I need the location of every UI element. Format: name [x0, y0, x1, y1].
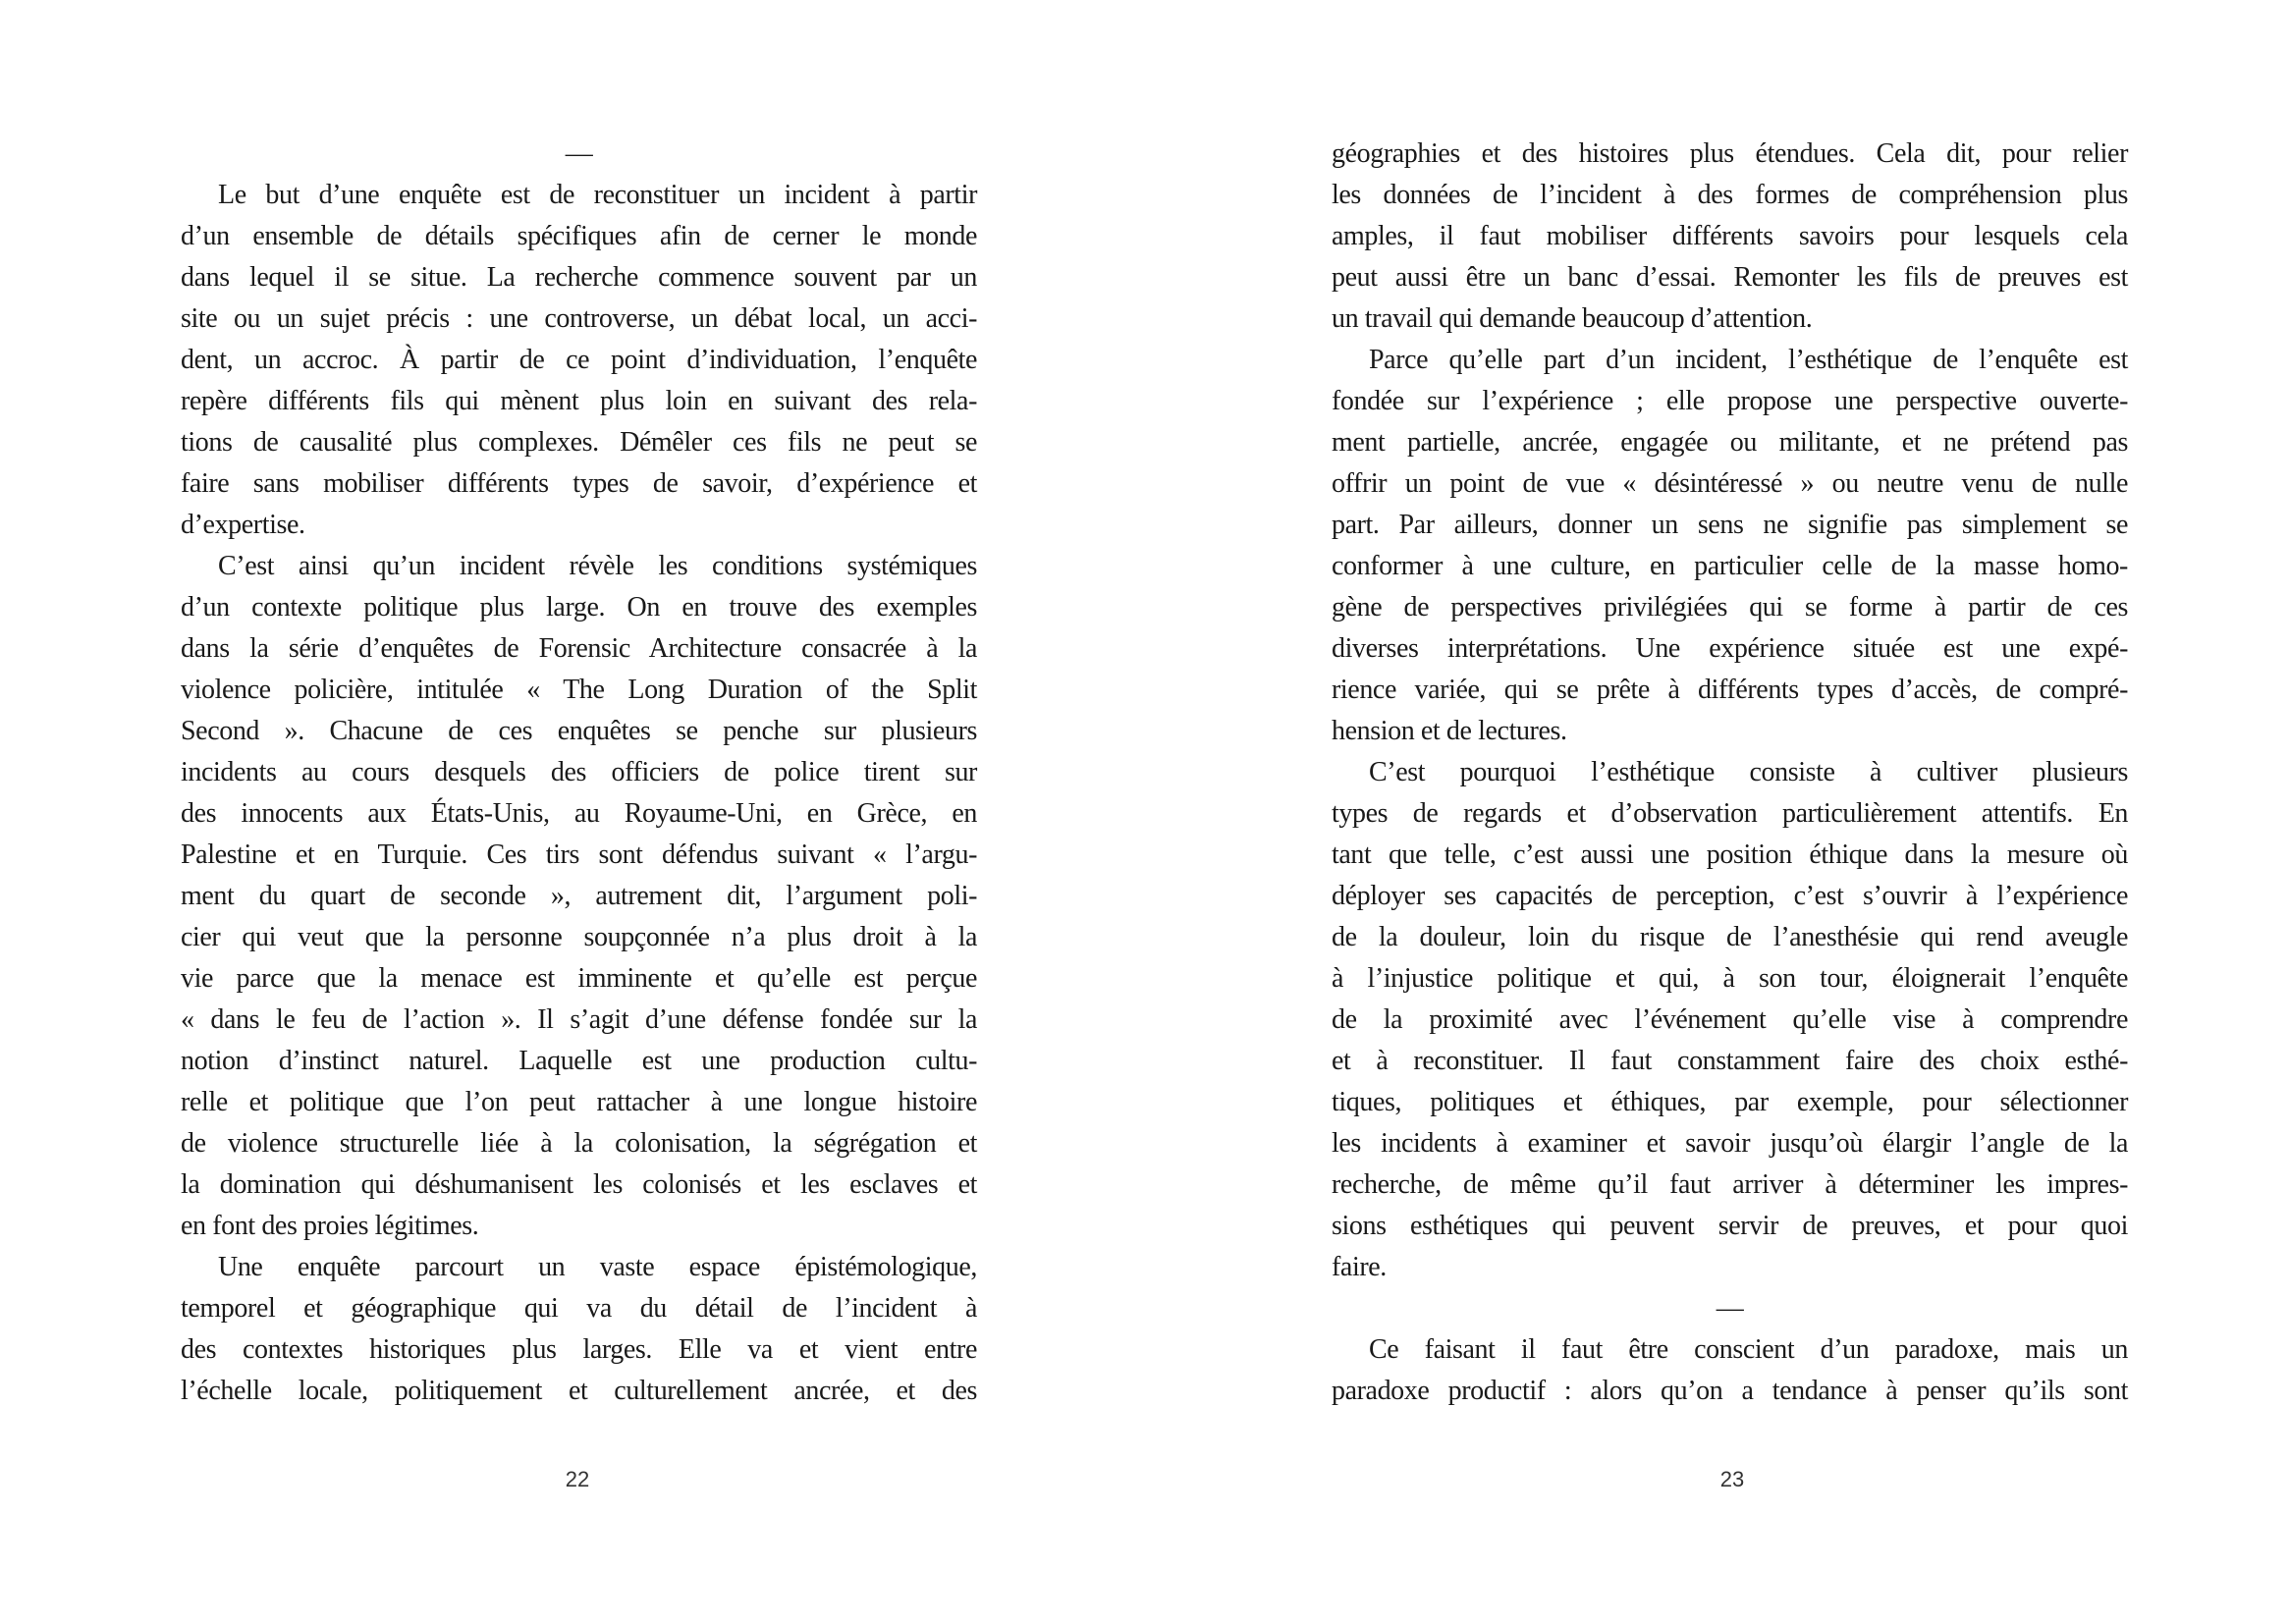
text-line: de la proximité avec l’événement qu’elle vise à comprendre: [1332, 1004, 2128, 1035]
text-line: hension et de lectures.: [1332, 716, 1567, 746]
text-line: rience variée, qui se prête à différents types d’accès, de compré-: [1332, 675, 2128, 705]
text-line: Une enquête parcourt un vaste espace épistémologique,: [218, 1252, 977, 1282]
text-line: dans lequel il se situe. La recherche commence souvent par un: [181, 262, 977, 293]
text-line: à l’injustice politique et qui, à son tour, éloignerait l’enquête: [1332, 963, 2128, 994]
text-line: types de regards et d’observation particulièrement attentifs. En: [1332, 798, 2128, 829]
text-line: incidents au cours desquels des officiers de police tirent sur: [181, 757, 977, 787]
text-line: site ou un sujet précis : une controverse, un débat local, un acci-: [181, 303, 977, 334]
text-line: dans la série d’enquêtes de Forensic Architecture consacrée à la: [181, 633, 977, 664]
right-page-text: [1332, 134, 2128, 1412]
text-line: faire.: [1332, 1252, 1387, 1282]
section-separator: —: [1716, 1293, 1744, 1324]
text-line: part. Par ailleurs, donner un sens ne signifie pas simplement se: [1332, 510, 2128, 540]
text-line: « dans le feu de l’action ». Il s’agit d’une défense fondée sur la: [181, 1004, 977, 1035]
section-separator: —: [565, 138, 593, 169]
text-line: l’échelle locale, politiquement et culturellement ancrée, et des: [181, 1376, 977, 1406]
text-line: temporel et géographique qui va du détail de l’incident à: [181, 1293, 977, 1324]
text-line: C’est ainsi qu’un incident révèle les conditions systémiques: [218, 551, 977, 581]
text-line: tions de causalité plus complexes. Démêler ces fils ne peut se: [181, 427, 977, 458]
text-line: des contextes historiques plus larges. Elle va et vient entre: [181, 1334, 977, 1365]
page-number-left: 22: [565, 1467, 590, 1491]
text-line: C’est pourquoi l’esthétique consiste à cultiver plusieurs: [1369, 757, 2128, 787]
text-line: faire sans mobiliser différents types de savoir, d’expérience et: [181, 468, 977, 499]
text-line: tant que telle, c’est aussi une position éthique dans la mesure où: [1332, 839, 2128, 870]
text-line: vie parce que la menace est imminente et qu’elle est perçue: [181, 963, 977, 994]
text-line: déployer ses capacités de perception, c’est s’ouvrir à l’expérience: [1332, 881, 2128, 911]
text-line: diverses interprétations. Une expérience située est une expé-: [1332, 633, 2128, 664]
text-line: en font des proies légitimes.: [181, 1211, 479, 1241]
text-line: offrir un point de vue « désintéressé » ou neutre venu de nulle: [1332, 468, 2128, 499]
text-line: Parce qu’elle part d’un incident, l’esthétique de l’enquête est: [1369, 345, 2128, 375]
text-line: Second ». Chacune de ces enquêtes se penche sur plusieurs: [181, 716, 977, 746]
text-line: notion d’instinct naturel. Laquelle est une production cultu-: [181, 1046, 977, 1076]
text-line: Palestine et en Turquie. Ces tirs sont défendus suivant « l’argu-: [181, 839, 977, 870]
text-line: recherche, de même qu’il faut arriver à déterminer les impres-: [1332, 1169, 2128, 1200]
text-line: sions esthétiques qui peuvent servir de preuves, et pour quoi: [1332, 1211, 2128, 1241]
text-line: ment partielle, ancrée, engagée ou militante, et ne prétend pas: [1332, 427, 2128, 458]
text-line: de la douleur, loin du risque de l’anesthésie qui rend aveugle: [1332, 922, 2128, 952]
text-line: les incidents à examiner et savoir jusqu’où élargir l’angle de la: [1332, 1128, 2128, 1159]
text-line: des innocents aux États-Unis, au Royaume-Uni, en Grèce, en: [181, 798, 977, 829]
text-line: gène de perspectives privilégiées qui se forme à partir de ces: [1332, 592, 2128, 623]
text-line: d’un contexte politique plus large. On en trouve des exemples: [181, 592, 977, 623]
text-line: amples, il faut mobiliser différents savoirs pour lesquels cela: [1332, 221, 2128, 251]
text-line: ment du quart de seconde », autrement dit, l’argument poli-: [181, 881, 977, 911]
text-line: violence policière, intitulée « The Long Duration of the Split: [181, 675, 977, 705]
text-line: d’expertise.: [181, 510, 305, 540]
text-line: peut aussi être un banc d’essai. Remonter les fils de preuves est: [1332, 262, 2128, 293]
text-line: paradoxe productif : alors qu’on a tendance à penser qu’ils sont: [1332, 1376, 2128, 1406]
text-line: et à reconstituer. Il faut constamment faire des choix esthé-: [1332, 1046, 2128, 1076]
text-line: cier qui veut que la personne soupçonnée n’a plus droit à la: [181, 922, 977, 952]
page-number-right: 23: [1719, 1467, 1745, 1491]
text-line: Ce faisant il faut être conscient d’un paradoxe, mais un: [1369, 1334, 2128, 1365]
left-page-text: [181, 134, 977, 1412]
text-line: tiques, politiques et éthiques, par exemple, pour sélectionner: [1332, 1087, 2128, 1117]
text-line: les données de l’incident à des formes de compréhension plus: [1332, 180, 2128, 210]
text-line: Le but d’une enquête est de reconstituer un incident à partir: [218, 180, 977, 210]
text-line: la domination qui déshumanisent les colonisés et les esclaves et: [181, 1169, 977, 1200]
text-line: relle et politique que l’on peut rattacher à une longue histoire: [181, 1087, 977, 1117]
text-line: de violence structurelle liée à la colonisation, la ségrégation et: [181, 1128, 977, 1159]
text-line: géographies et des histoires plus étendues. Cela dit, pour relier: [1332, 138, 2128, 169]
text-line: un travail qui demande beaucoup d’attention.: [1332, 303, 1813, 334]
text-line: d’un ensemble de détails spécifiques afin de cerner le monde: [181, 221, 977, 251]
text-line: fondée sur l’expérience ; elle propose une perspective ouverte-: [1332, 386, 2128, 416]
text-line: conformer à une culture, en particulier celle de la masse homo-: [1332, 551, 2128, 581]
text-line: dent, un accroc. À partir de ce point d’individuation, l’enquête: [181, 345, 977, 375]
text-line: repère différents fils qui mènent plus loin en suivant des rela-: [181, 386, 977, 416]
